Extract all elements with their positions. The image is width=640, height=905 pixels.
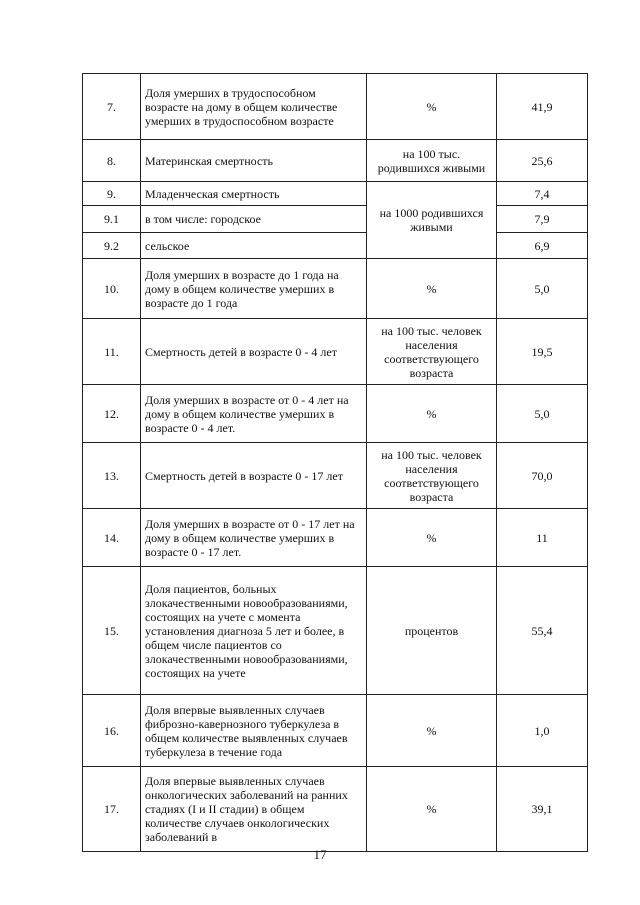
indicator-name: Доля впервые выявленных случаев онкологических заболеваний на ранних стадиях (I и II стадии) в общем количестве случаев онкологических заболеваний в xyxy=(141,767,367,852)
row-number: 9.2 xyxy=(83,233,141,259)
unit: на 100 тыс. родившихся живыми xyxy=(367,140,497,182)
indicator-name: Доля умерших в возрасте до 1 года на дому в общем количестве умерших в возрасте до 1 года xyxy=(141,259,367,319)
table-row xyxy=(83,259,588,319)
indicator-value: 7,4 xyxy=(497,182,588,206)
indicator-name: в том числе: городское xyxy=(141,206,367,233)
indicator-value: 70,0 xyxy=(497,443,588,509)
unit: % xyxy=(367,259,497,319)
row-number: 8. xyxy=(83,140,141,182)
indicator-value: 11 xyxy=(497,509,588,567)
table-row xyxy=(83,509,588,567)
row-number: 9.1 xyxy=(83,206,141,233)
table-row xyxy=(83,140,588,182)
row-number: 14. xyxy=(83,509,141,567)
indicator-value: 39,1 xyxy=(497,767,588,852)
unit: % xyxy=(367,74,497,140)
row-number: 9. xyxy=(83,182,141,206)
unit: % xyxy=(367,385,497,443)
unit: на 100 тыс. человек населения соответствующего возраста xyxy=(367,443,497,509)
indicator-name: Материнская смертность xyxy=(141,140,367,182)
unit: % xyxy=(367,767,497,852)
indicator-value: 5,0 xyxy=(497,385,588,443)
table-row xyxy=(83,233,588,259)
table-row xyxy=(83,319,588,385)
indicator-name: Доля пациентов, больных злокачественными новообразованиями, состоящих на учете с момента установления диагноза 5 лет и более, в общем числе пациентов со злокачественными новообразованиями, состоящих на учете xyxy=(141,567,367,695)
indicator-name: Доля впервые выявленных случаев фиброзно-кавернозного туберкулеза в общем количестве выявленных случаев туберкулеза в течение года xyxy=(141,695,367,767)
table-row xyxy=(83,695,588,767)
indicator-name: Доля умерших в возрасте от 0 - 4 лет на дому в общем количестве умерших в возрасте 0 - 4 лет. xyxy=(141,385,367,443)
row-number: 10. xyxy=(83,259,141,319)
row-number: 12. xyxy=(83,385,141,443)
indicator-name: Доля умерших в возрасте от 0 - 17 лет на дому в общем количестве умерших в возрасте 0 - 17 лет. xyxy=(141,509,367,567)
indicator-value: 25,6 xyxy=(497,140,588,182)
row-number: 7. xyxy=(83,74,141,140)
row-number: 16. xyxy=(83,695,141,767)
unit: % xyxy=(367,695,497,767)
table-row xyxy=(83,567,588,695)
indicator-value: 5,0 xyxy=(497,259,588,319)
indicators-table xyxy=(82,73,588,852)
row-number: 11. xyxy=(83,319,141,385)
indicator-value: 41,9 xyxy=(497,74,588,140)
page-number: 17 xyxy=(313,847,327,862)
indicator-value: 7,9 xyxy=(497,206,588,233)
table-row xyxy=(83,385,588,443)
unit: процентов xyxy=(367,567,497,695)
indicator-name: Смертность детей в возрасте 0 - 17 лет xyxy=(141,443,367,509)
row-number: 13. xyxy=(83,443,141,509)
indicator-value: 19,5 xyxy=(497,319,588,385)
row-number: 17. xyxy=(83,767,141,852)
indicator-name: Смертность детей в возрасте 0 - 4 лет xyxy=(141,319,367,385)
row-number: 15. xyxy=(83,567,141,695)
unit: % xyxy=(367,509,497,567)
table-row xyxy=(83,182,588,206)
indicator-value: 6,9 xyxy=(497,233,588,259)
indicator-name: сельское xyxy=(141,233,367,259)
indicator-name: Доля умерших в трудоспособном возрасте на дому в общем количестве умерших в трудоспособном возрасте xyxy=(141,74,367,140)
unit: на 100 тыс. человек населения соответствующего возраста xyxy=(367,319,497,385)
indicator-value: 55,4 xyxy=(497,567,588,695)
table-row xyxy=(83,767,588,852)
indicator-value: 1,0 xyxy=(497,695,588,767)
unit: на 1000 родившихся живыми xyxy=(367,182,497,259)
table-row xyxy=(83,74,588,140)
table-row xyxy=(83,206,588,233)
indicator-name: Младенческая смертность xyxy=(141,182,367,206)
table-row xyxy=(83,443,588,509)
